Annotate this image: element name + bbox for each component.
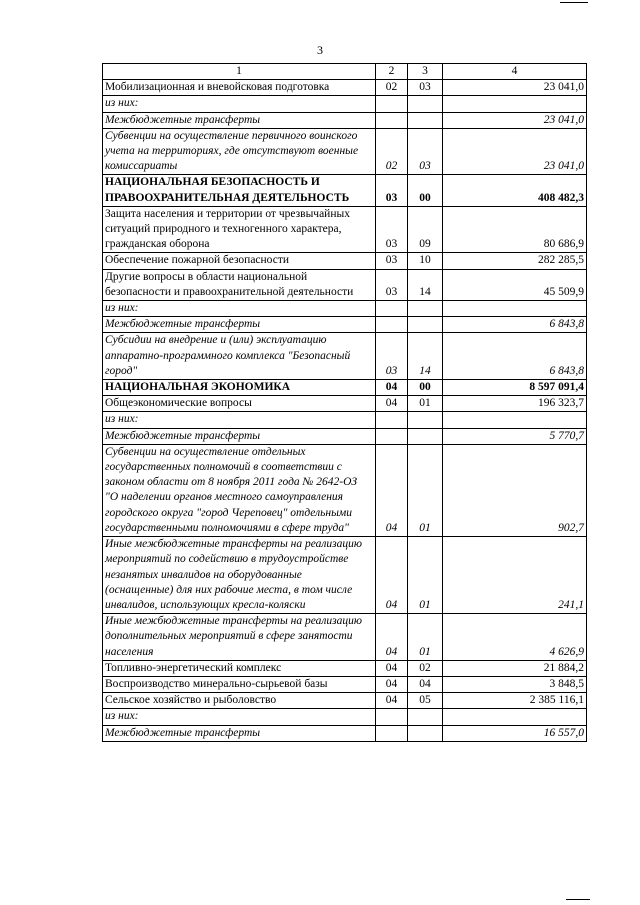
row-name-cell: из них: [103, 709, 376, 725]
row-amount-cell: 902,7 [443, 444, 587, 536]
row-amount-cell [443, 412, 587, 428]
row-amount-cell: 45 509,9 [443, 269, 587, 300]
row-subsection-cell: 01 [408, 537, 443, 614]
row-section-cell: 04 [376, 537, 408, 614]
row-section-cell [376, 428, 408, 444]
table-row [103, 380, 587, 396]
row-amount-cell: 23 041,0 [443, 80, 587, 96]
row-subsection-cell: 05 [408, 693, 443, 709]
row-section-cell [376, 709, 408, 725]
row-name-cell: Субвенции на осуществление отдельных государственных полномочий в соответствии с законом области от 8 ноября 2011 года № 2642-ОЗ "О наделении органов местного самоуправления городского округа "город Череповец" отдельными государственными полномочиями в сфере труда" [103, 444, 376, 536]
header-col-3: 3 [408, 64, 443, 80]
table-row [103, 412, 587, 428]
row-amount-cell: 16 557,0 [443, 725, 587, 741]
row-subsection-cell [408, 96, 443, 112]
row-section-cell [376, 112, 408, 128]
row-name-cell: из них: [103, 412, 376, 428]
row-amount-cell: 21 884,2 [443, 660, 587, 676]
row-section-cell [376, 301, 408, 317]
row-subsection-cell [408, 709, 443, 725]
row-amount-cell: 282 285,5 [443, 253, 587, 269]
row-subsection-cell: 04 [408, 676, 443, 692]
table-row [103, 128, 587, 175]
row-subsection-cell: 10 [408, 253, 443, 269]
row-amount-cell: 4 626,9 [443, 614, 587, 661]
row-amount-cell [443, 301, 587, 317]
row-subsection-cell: 00 [408, 380, 443, 396]
row-name-cell: Мобилизационная и вневойсковая подготовка [103, 80, 376, 96]
header-col-1: 1 [103, 64, 376, 80]
scan-mark-bottom [566, 899, 590, 900]
table-row [103, 709, 587, 725]
row-subsection-cell [408, 412, 443, 428]
scan-mark-top [560, 2, 588, 3]
row-name-cell: Общеэкономические вопросы [103, 396, 376, 412]
row-name-cell: Иные межбюджетные трансферты на реализацию мероприятий по содействию в трудоустройстве незанятых инвалидов на оборудованные (оснащенные) для них рабочие места, в том числе инвалидов, использующих кресла-коляски [103, 537, 376, 614]
row-subsection-cell [408, 725, 443, 741]
row-amount-cell: 23 041,0 [443, 112, 587, 128]
row-name-cell: Другие вопросы в области национальной безопасности и правоохранительной деятельности [103, 269, 376, 300]
row-name-cell: Субсидии на внедрение и (или) эксплуатацию аппаратно-программного комплекса "Безопасный город" [103, 333, 376, 380]
row-subsection-cell: 03 [408, 128, 443, 175]
table-row [103, 537, 587, 614]
budget-table [102, 63, 587, 742]
header-col-2: 2 [376, 64, 408, 80]
row-amount-cell: 3 848,5 [443, 676, 587, 692]
row-section-cell [376, 725, 408, 741]
table-row [103, 112, 587, 128]
table-row [103, 301, 587, 317]
row-section-cell: 04 [376, 660, 408, 676]
row-subsection-cell: 14 [408, 269, 443, 300]
row-subsection-cell: 03 [408, 80, 443, 96]
row-name-cell: Сельское хозяйство и рыболовство [103, 693, 376, 709]
row-amount-cell: 6 843,8 [443, 317, 587, 333]
row-name-cell: из них: [103, 96, 376, 112]
row-amount-cell: 196 323,7 [443, 396, 587, 412]
row-section-cell: 03 [376, 269, 408, 300]
table-row [103, 96, 587, 112]
row-amount-cell [443, 709, 587, 725]
row-amount-cell: 6 843,8 [443, 333, 587, 380]
row-subsection-cell [408, 301, 443, 317]
table-row [103, 444, 587, 536]
row-name-cell: Межбюджетные трансферты [103, 317, 376, 333]
row-amount-cell: 241,1 [443, 537, 587, 614]
row-section-cell: 02 [376, 128, 408, 175]
table-row [103, 693, 587, 709]
table-row [103, 80, 587, 96]
row-name-cell: Субвенции на осуществление первичного воинского учета на территориях, где отсутствуют военные комиссариаты [103, 128, 376, 175]
row-amount-cell: 5 770,7 [443, 428, 587, 444]
row-subsection-cell [408, 428, 443, 444]
table-row [103, 396, 587, 412]
row-name-cell: Межбюджетные трансферты [103, 725, 376, 741]
row-subsection-cell: 09 [408, 206, 443, 253]
row-section-cell: 04 [376, 614, 408, 661]
row-name-cell: Воспроизводство минерально-сырьевой базы [103, 676, 376, 692]
row-amount-cell: 8 597 091,4 [443, 380, 587, 396]
row-name-cell: НАЦИОНАЛЬНАЯ БЕЗОПАСНОСТЬ И ПРАВООХРАНИТЕЛЬНАЯ ДЕЯТЕЛЬНОСТЬ [103, 175, 376, 206]
page-number: 3 [317, 43, 323, 57]
row-subsection-cell [408, 317, 443, 333]
table-row [103, 676, 587, 692]
row-subsection-cell: 02 [408, 660, 443, 676]
row-section-cell: 04 [376, 380, 408, 396]
row-subsection-cell: 01 [408, 614, 443, 661]
table-header-row [103, 64, 587, 80]
table-row [103, 333, 587, 380]
table-row [103, 660, 587, 676]
table-row [103, 614, 587, 661]
row-name-cell: Межбюджетные трансферты [103, 428, 376, 444]
row-name-cell: из них: [103, 301, 376, 317]
row-section-cell: 04 [376, 676, 408, 692]
row-section-cell: 04 [376, 396, 408, 412]
row-section-cell: 04 [376, 444, 408, 536]
row-section-cell: 03 [376, 333, 408, 380]
row-section-cell [376, 96, 408, 112]
row-name-cell: Топливно-энергетический комплекс [103, 660, 376, 676]
table-row [103, 175, 587, 206]
row-amount-cell: 23 041,0 [443, 128, 587, 175]
row-section-cell: 03 [376, 206, 408, 253]
table-row [103, 269, 587, 300]
row-amount-cell [443, 96, 587, 112]
row-subsection-cell: 00 [408, 175, 443, 206]
row-section-cell: 03 [376, 253, 408, 269]
table-row [103, 317, 587, 333]
table-row [103, 725, 587, 741]
row-name-cell: Обеспечение пожарной безопасности [103, 253, 376, 269]
row-amount-cell: 80 686,9 [443, 206, 587, 253]
row-section-cell [376, 317, 408, 333]
row-name-cell: Межбюджетные трансферты [103, 112, 376, 128]
row-subsection-cell: 01 [408, 396, 443, 412]
row-name-cell: Иные межбюджетные трансферты на реализацию дополнительных мероприятий в сфере занятости населения [103, 614, 376, 661]
table-row [103, 253, 587, 269]
row-section-cell: 02 [376, 80, 408, 96]
row-name-cell: НАЦИОНАЛЬНАЯ ЭКОНОМИКА [103, 380, 376, 396]
header-col-4: 4 [443, 64, 587, 80]
row-section-cell: 03 [376, 175, 408, 206]
row-section-cell: 04 [376, 693, 408, 709]
row-amount-cell: 408 482,3 [443, 175, 587, 206]
row-subsection-cell [408, 112, 443, 128]
row-subsection-cell: 01 [408, 444, 443, 536]
table-row [103, 206, 587, 253]
row-name-cell: Защита населения и территории от чрезвычайных ситуаций природного и техногенного характера, гражданская оборона [103, 206, 376, 253]
row-subsection-cell: 14 [408, 333, 443, 380]
row-amount-cell: 2 385 116,1 [443, 693, 587, 709]
table-row [103, 428, 587, 444]
row-section-cell [376, 412, 408, 428]
